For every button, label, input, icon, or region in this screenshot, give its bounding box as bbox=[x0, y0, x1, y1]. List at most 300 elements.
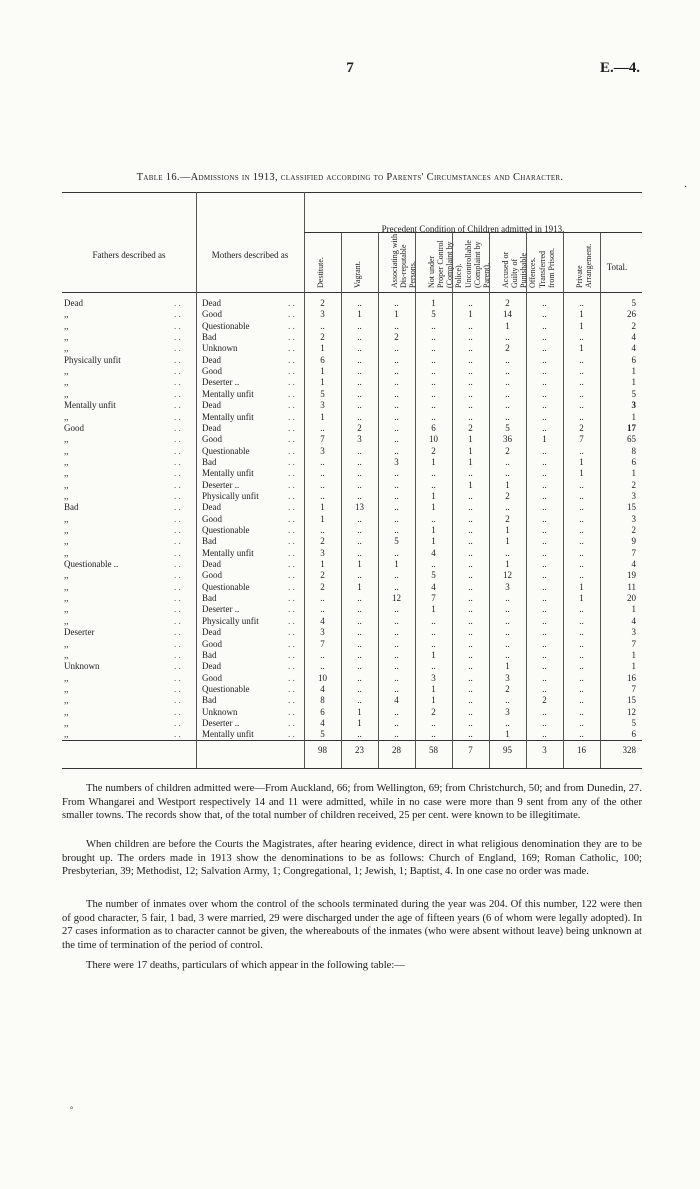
count-cell: .. bbox=[357, 695, 362, 706]
count-cell: .. bbox=[431, 377, 436, 388]
count-cell: .. bbox=[394, 513, 399, 524]
count-cell: 1 bbox=[431, 490, 436, 501]
count-cell: .. bbox=[357, 343, 362, 354]
count-cell: .. bbox=[320, 456, 325, 467]
count-cell: 10 bbox=[429, 434, 438, 445]
count-cell: 2 bbox=[394, 332, 399, 343]
father-description: ,, bbox=[64, 604, 69, 615]
father-description: ,, bbox=[64, 490, 69, 501]
count-cell: .. bbox=[468, 627, 473, 638]
row-total: 1 bbox=[631, 649, 636, 660]
admissions-table bbox=[62, 192, 642, 768]
leader-dots: . . bbox=[174, 581, 181, 592]
count-cell: 12 bbox=[503, 570, 512, 581]
count-cell: .. bbox=[579, 400, 584, 411]
leader-dots: . . bbox=[288, 649, 295, 660]
column-head-7: Transferred from Prison. bbox=[538, 248, 556, 288]
row-total: 4 bbox=[631, 615, 636, 626]
row-total: 1 bbox=[631, 661, 636, 672]
table-top-rule bbox=[62, 192, 642, 193]
mother-description: Dead bbox=[202, 502, 221, 513]
count-cell: .. bbox=[394, 570, 399, 581]
count-cell: 1 bbox=[357, 706, 362, 717]
leader-dots: . . bbox=[288, 615, 295, 626]
paragraph-deaths: There were 17 deaths, particulars of which appear in the following table:— bbox=[86, 960, 405, 971]
count-cell: 3 bbox=[320, 445, 325, 456]
leader-dots: . . bbox=[174, 627, 181, 638]
count-cell: .. bbox=[505, 717, 510, 728]
leader-dots: . . bbox=[288, 683, 295, 694]
count-cell: 3 bbox=[320, 547, 325, 558]
count-cell: 2 bbox=[431, 445, 436, 456]
table-row bbox=[62, 707, 642, 718]
count-cell: 1 bbox=[505, 729, 510, 740]
table-row bbox=[62, 366, 642, 377]
leader-dots: . . bbox=[288, 377, 295, 388]
count-cell: 1 bbox=[579, 468, 584, 479]
row-total: 1 bbox=[631, 604, 636, 615]
count-cell: 2 bbox=[542, 695, 547, 706]
father-description: ,, bbox=[64, 309, 69, 320]
row-total: 7 bbox=[631, 638, 636, 649]
count-cell: .. bbox=[468, 570, 473, 581]
mother-description: Bad bbox=[202, 536, 217, 547]
leader-dots: . . bbox=[174, 366, 181, 377]
count-cell: 2 bbox=[505, 513, 510, 524]
leader-dots: . . bbox=[174, 717, 181, 728]
count-cell: 7 bbox=[320, 638, 325, 649]
count-cell: 2 bbox=[468, 422, 473, 433]
table-row bbox=[62, 570, 642, 581]
count-cell: 5 bbox=[505, 422, 510, 433]
count-cell: 5 bbox=[394, 536, 399, 547]
count-cell: .. bbox=[542, 298, 547, 308]
count-cell: 6 bbox=[431, 422, 436, 433]
father-description: ,, bbox=[64, 320, 69, 331]
count-cell: .. bbox=[579, 536, 584, 547]
count-cell: .. bbox=[394, 434, 399, 445]
row-total: 65 bbox=[627, 434, 636, 445]
row-total: 12 bbox=[627, 706, 636, 717]
row-total: 1 bbox=[631, 366, 636, 377]
mother-description: Dead bbox=[202, 627, 221, 638]
table-row bbox=[62, 650, 642, 661]
leader-dots: . . bbox=[288, 525, 295, 535]
mother-description: Dead bbox=[202, 298, 221, 308]
column-head-1: Destitute. bbox=[316, 257, 325, 288]
father-description: ,, bbox=[64, 388, 69, 399]
column-head-3: Associating with Dis-reputable Persons. bbox=[390, 234, 417, 288]
count-cell: .. bbox=[357, 683, 362, 694]
leader-dots: . . bbox=[288, 434, 295, 445]
table-row bbox=[62, 593, 642, 604]
count-cell: .. bbox=[542, 445, 547, 456]
count-cell: .. bbox=[542, 479, 547, 490]
father-description: ,, bbox=[64, 570, 69, 581]
leader-dots: . . bbox=[174, 525, 181, 535]
leader-dots: . . bbox=[288, 638, 295, 649]
count-cell: .. bbox=[394, 638, 399, 649]
leader-dots: . . bbox=[288, 695, 295, 706]
count-cell: .. bbox=[542, 400, 547, 411]
precedent-header: Precedent Condition of Children admitted in 1913. bbox=[381, 224, 565, 234]
count-cell: .. bbox=[542, 559, 547, 570]
count-cell: .. bbox=[431, 513, 436, 524]
mother-description: Good bbox=[202, 638, 222, 649]
table-title: Table 16.—Admissions in 1913, classified according to Parents' Circumstances and Character. bbox=[136, 172, 564, 183]
count-cell: .. bbox=[357, 672, 362, 683]
leader-dots: . . bbox=[174, 377, 181, 388]
count-cell: 4 bbox=[320, 615, 325, 626]
header-bottom-rule bbox=[62, 292, 642, 293]
count-cell: .. bbox=[394, 298, 399, 308]
count-cell: .. bbox=[468, 638, 473, 649]
count-cell: .. bbox=[505, 456, 510, 467]
count-cell: .. bbox=[394, 604, 399, 615]
count-cell: .. bbox=[579, 661, 584, 672]
count-cell: .. bbox=[505, 354, 510, 365]
table-row bbox=[62, 412, 642, 423]
count-cell: .. bbox=[579, 332, 584, 343]
count-cell: .. bbox=[320, 593, 325, 604]
count-cell: .. bbox=[579, 649, 584, 660]
leader-dots: . . bbox=[174, 411, 181, 422]
precedent-rule bbox=[304, 232, 642, 233]
leader-dots: . . bbox=[174, 388, 181, 399]
count-cell: .. bbox=[505, 649, 510, 660]
table-row bbox=[62, 695, 642, 706]
margin-mark: · bbox=[684, 182, 688, 193]
count-cell: .. bbox=[542, 536, 547, 547]
count-cell: .. bbox=[542, 377, 547, 388]
mother-description: Good bbox=[202, 513, 222, 524]
row-total: 1 bbox=[631, 411, 636, 422]
mother-description: Dead bbox=[202, 354, 221, 365]
leader-dots: . . bbox=[288, 717, 295, 728]
count-cell: .. bbox=[431, 320, 436, 331]
count-cell: .. bbox=[431, 332, 436, 343]
leader-dots: . . bbox=[288, 559, 295, 570]
count-cell: .. bbox=[468, 343, 473, 354]
count-cell: 14 bbox=[503, 309, 512, 320]
count-cell: .. bbox=[468, 559, 473, 570]
count-cell: .. bbox=[357, 468, 362, 479]
leader-dots: . . bbox=[288, 332, 295, 343]
leader-dots: . . bbox=[288, 604, 295, 615]
count-cell: 1 bbox=[357, 581, 362, 592]
row-total: 11 bbox=[627, 581, 636, 592]
mother-description: Dead bbox=[202, 422, 221, 433]
mother-description: Good bbox=[202, 366, 222, 377]
count-cell: 1 bbox=[320, 559, 325, 570]
row-total: 2 bbox=[631, 479, 636, 490]
count-cell: 1 bbox=[431, 456, 436, 467]
count-cell: .. bbox=[579, 683, 584, 694]
count-cell: 4 bbox=[394, 695, 399, 706]
column-total: 23 bbox=[355, 745, 364, 755]
leader-dots: . . bbox=[288, 706, 295, 717]
count-cell: 1 bbox=[505, 479, 510, 490]
count-cell: 1 bbox=[579, 343, 584, 354]
count-cell: .. bbox=[468, 377, 473, 388]
count-cell: 1 bbox=[320, 366, 325, 377]
count-cell: .. bbox=[320, 320, 325, 331]
mother-description: Physically unfit bbox=[202, 615, 259, 626]
count-cell: .. bbox=[357, 729, 362, 740]
leader-dots: . . bbox=[174, 695, 181, 706]
table-row bbox=[62, 627, 642, 638]
leader-dots: . . bbox=[288, 490, 295, 501]
count-cell: .. bbox=[505, 400, 510, 411]
leader-dots: . . bbox=[174, 729, 181, 740]
leader-dots: . . bbox=[174, 570, 181, 581]
row-total: 15 bbox=[627, 502, 636, 513]
fathers-header: Fathers described as bbox=[92, 250, 166, 260]
count-cell: .. bbox=[468, 332, 473, 343]
count-cell: .. bbox=[579, 525, 584, 535]
count-cell: .. bbox=[468, 320, 473, 331]
mother-description: Bad bbox=[202, 593, 217, 604]
count-cell: .. bbox=[579, 502, 584, 513]
count-cell: 3 bbox=[320, 627, 325, 638]
count-cell: .. bbox=[579, 377, 584, 388]
count-cell: .. bbox=[394, 354, 399, 365]
count-cell: .. bbox=[394, 502, 399, 513]
count-cell: .. bbox=[579, 672, 584, 683]
table-row bbox=[62, 604, 642, 615]
mother-description: Deserter .. bbox=[202, 377, 240, 388]
leader-dots: . . bbox=[174, 661, 181, 672]
count-cell: 1 bbox=[431, 649, 436, 660]
count-cell: .. bbox=[468, 490, 473, 501]
count-cell: 5 bbox=[320, 388, 325, 399]
count-cell: .. bbox=[357, 525, 362, 535]
leader-dots: . . bbox=[288, 479, 295, 490]
column-total: 58 bbox=[429, 745, 438, 755]
count-cell: 13 bbox=[355, 502, 364, 513]
count-cell: 3 bbox=[505, 581, 510, 592]
table-row bbox=[62, 548, 642, 559]
count-cell: .. bbox=[542, 604, 547, 615]
father-description: ,, bbox=[64, 411, 69, 422]
count-cell: 3 bbox=[505, 672, 510, 683]
leader-dots: . . bbox=[288, 570, 295, 581]
count-cell: .. bbox=[357, 411, 362, 422]
leader-dots: . . bbox=[288, 627, 295, 638]
count-cell: .. bbox=[320, 490, 325, 501]
count-cell: .. bbox=[431, 627, 436, 638]
count-cell: .. bbox=[357, 490, 362, 501]
count-cell: 2 bbox=[320, 570, 325, 581]
count-cell: .. bbox=[394, 490, 399, 501]
count-cell: .. bbox=[394, 422, 399, 433]
count-cell: .. bbox=[431, 468, 436, 479]
count-cell: 1 bbox=[468, 479, 473, 490]
count-cell: 1 bbox=[431, 604, 436, 615]
count-cell: .. bbox=[579, 604, 584, 615]
count-cell: 1 bbox=[505, 559, 510, 570]
table-row bbox=[62, 525, 642, 536]
count-cell: .. bbox=[394, 320, 399, 331]
count-cell: .. bbox=[357, 638, 362, 649]
leader-dots: . . bbox=[288, 547, 295, 558]
leader-dots: . . bbox=[174, 445, 181, 456]
document-code: E.—4. bbox=[599, 60, 640, 76]
count-cell: .. bbox=[468, 513, 473, 524]
count-cell: .. bbox=[357, 547, 362, 558]
count-cell: .. bbox=[468, 672, 473, 683]
count-cell: .. bbox=[468, 729, 473, 740]
count-cell: .. bbox=[357, 377, 362, 388]
count-cell: 1 bbox=[357, 309, 362, 320]
count-cell: 2 bbox=[505, 343, 510, 354]
leader-dots: . . bbox=[288, 298, 295, 308]
count-cell: .. bbox=[394, 343, 399, 354]
leader-dots: . . bbox=[174, 490, 181, 501]
father-description: ,, bbox=[64, 468, 69, 479]
column-total: 7 bbox=[468, 745, 473, 755]
father-description: ,, bbox=[64, 729, 69, 740]
count-cell: .. bbox=[357, 445, 362, 456]
count-cell: .. bbox=[542, 513, 547, 524]
leader-dots: . . bbox=[174, 502, 181, 513]
column-total: 95 bbox=[503, 745, 512, 755]
count-cell: .. bbox=[357, 627, 362, 638]
table-row bbox=[62, 343, 642, 354]
count-cell: 1 bbox=[505, 320, 510, 331]
paragraph-terminations: The number of inmates over whom the control of the schools terminated during the year was 204. Of this number, 122 were then of good character, 5 fair, 1 bad, 3 were married, 29 were discharged under the age of fifteen years (6 of whom were legally adopted). In 27 cases information as to character cannot be given, the whereabouts of the inmates (who were absent without leave) being unknown at the time of termination of the period of control. bbox=[62, 899, 642, 951]
leader-dots: . . bbox=[174, 513, 181, 524]
father-description: Dead bbox=[64, 298, 83, 308]
count-cell: 4 bbox=[320, 717, 325, 728]
count-cell: .. bbox=[431, 559, 436, 570]
count-cell: .. bbox=[542, 615, 547, 626]
count-cell: .. bbox=[468, 547, 473, 558]
row-total: 2 bbox=[631, 320, 636, 331]
footer-mark: ° bbox=[70, 1105, 74, 1114]
mother-description: Bad bbox=[202, 649, 217, 660]
father-description: Unknown bbox=[64, 661, 100, 672]
count-cell: .. bbox=[542, 468, 547, 479]
count-cell: .. bbox=[505, 411, 510, 422]
count-cell: .. bbox=[468, 468, 473, 479]
mother-description: Deserter .. bbox=[202, 717, 240, 728]
count-cell: .. bbox=[357, 366, 362, 377]
leader-dots: . . bbox=[174, 468, 181, 479]
leader-dots: . . bbox=[174, 604, 181, 615]
count-cell: .. bbox=[431, 661, 436, 672]
father-description: ,, bbox=[64, 377, 69, 388]
table-row bbox=[62, 673, 642, 684]
father-description: Bad bbox=[64, 502, 79, 513]
count-cell: .. bbox=[394, 649, 399, 660]
count-cell: .. bbox=[468, 298, 473, 308]
count-cell: 1 bbox=[505, 536, 510, 547]
count-cell: .. bbox=[357, 604, 362, 615]
count-cell: .. bbox=[579, 559, 584, 570]
count-cell: .. bbox=[542, 456, 547, 467]
count-cell: .. bbox=[579, 547, 584, 558]
count-cell: .. bbox=[394, 411, 399, 422]
table-row bbox=[62, 616, 642, 627]
count-cell: 1 bbox=[320, 377, 325, 388]
count-cell: 1 bbox=[320, 502, 325, 513]
row-total: 6 bbox=[631, 456, 636, 467]
count-cell: .. bbox=[542, 309, 547, 320]
column-total: 3 bbox=[542, 745, 547, 755]
count-cell: 12 bbox=[392, 593, 401, 604]
count-cell: .. bbox=[394, 547, 399, 558]
leader-dots: . . bbox=[288, 672, 295, 683]
count-cell: 2 bbox=[505, 298, 510, 308]
count-cell: 1 bbox=[579, 581, 584, 592]
count-cell: .. bbox=[542, 661, 547, 672]
count-cell: .. bbox=[320, 661, 325, 672]
table-row bbox=[62, 514, 642, 525]
mother-description: Unknown bbox=[202, 706, 238, 717]
count-cell: .. bbox=[468, 683, 473, 694]
count-cell: 2 bbox=[320, 298, 325, 308]
mother-description: Mentally unfit bbox=[202, 411, 254, 422]
count-cell: .. bbox=[320, 604, 325, 615]
table-row bbox=[62, 582, 642, 593]
leader-dots: . . bbox=[174, 547, 181, 558]
count-cell: .. bbox=[394, 581, 399, 592]
count-cell: .. bbox=[357, 661, 362, 672]
count-cell: 1 bbox=[431, 525, 436, 535]
row-total: 3 bbox=[631, 400, 636, 411]
count-cell: 1 bbox=[320, 343, 325, 354]
leader-dots: . . bbox=[288, 536, 295, 547]
count-cell: .. bbox=[468, 525, 473, 535]
row-total: 4 bbox=[631, 332, 636, 343]
count-cell: .. bbox=[579, 490, 584, 501]
count-cell: 5 bbox=[320, 729, 325, 740]
count-cell: .. bbox=[431, 411, 436, 422]
father-description: ,, bbox=[64, 332, 69, 343]
count-cell: .. bbox=[357, 536, 362, 547]
father-description: Questionable .. bbox=[64, 559, 119, 570]
leader-dots: . . bbox=[174, 672, 181, 683]
row-total: 15 bbox=[627, 695, 636, 706]
count-cell: 5 bbox=[431, 309, 436, 320]
count-cell: 3 bbox=[320, 309, 325, 320]
leader-dots: . . bbox=[288, 456, 295, 467]
count-cell: .. bbox=[394, 706, 399, 717]
row-total: 20 bbox=[627, 593, 636, 604]
count-cell: .. bbox=[579, 729, 584, 740]
mother-description: Dead bbox=[202, 661, 221, 672]
count-cell: .. bbox=[505, 638, 510, 649]
column-total: 28 bbox=[392, 745, 401, 755]
table-row bbox=[62, 400, 642, 411]
leader-dots: . . bbox=[174, 343, 181, 354]
leader-dots: . . bbox=[288, 661, 295, 672]
table-row bbox=[62, 661, 642, 672]
count-cell: .. bbox=[394, 672, 399, 683]
leader-dots: . . bbox=[174, 298, 181, 308]
count-cell: .. bbox=[542, 343, 547, 354]
count-cell: .. bbox=[542, 638, 547, 649]
paragraph-admissions: The numbers of children admitted were—From Auckland, 66; from Wellington, 69; from Christchurch, 50; and from Dunedin, 27. From Whangarei and Westport respectively 14 and 11 were admitted, while in no case were more than 9 sent from any of the other smaller towns. The records show that, of the total number of children received, 25 per cent. were known to be illegitimate. bbox=[62, 783, 642, 821]
count-cell: .. bbox=[394, 366, 399, 377]
count-cell: .. bbox=[579, 298, 584, 308]
leader-dots: . . bbox=[174, 706, 181, 717]
table-row bbox=[62, 389, 642, 400]
table-row bbox=[62, 321, 642, 332]
mother-description: Questionable bbox=[202, 445, 250, 456]
count-cell: .. bbox=[394, 445, 399, 456]
